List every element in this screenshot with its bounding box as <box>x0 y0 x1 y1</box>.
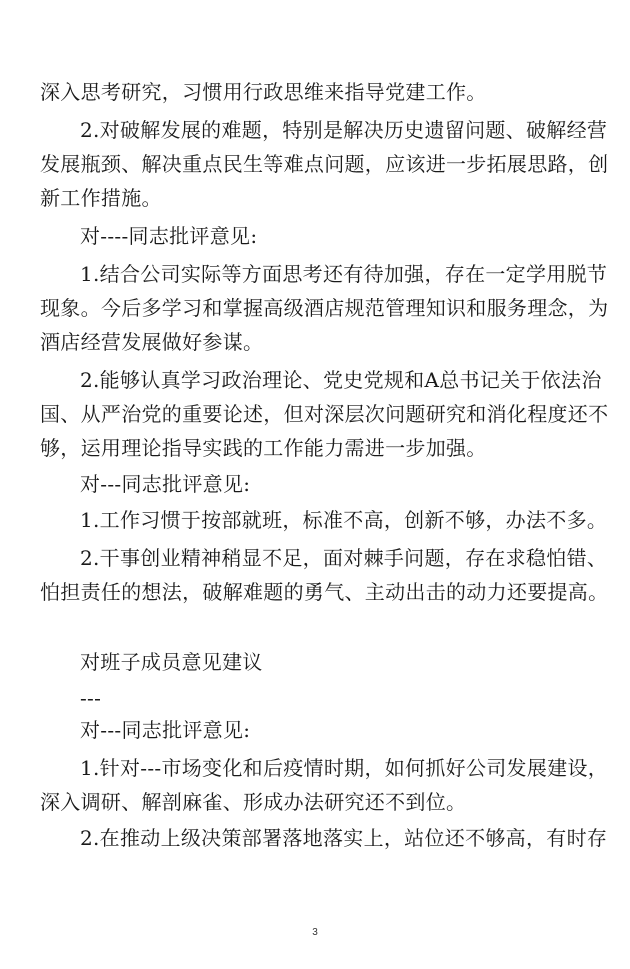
text-line: 深入思考研究，习惯用行政思维来指导党建工作。 <box>40 80 487 104</box>
text-line: 新工作措施。 <box>40 186 162 210</box>
text-line: 够，运用理论指导实践的工作能力需进一步加强。 <box>40 436 487 460</box>
text-line: 怕担责任的想法，破解难题的勇气、主动出击的动力还要提高。 <box>40 580 609 604</box>
text-line: 1.结合公司实际等方面思考还有待加强，存在一定学用脱节 <box>80 262 608 286</box>
text-line: 1.工作习惯于按部就班，标准不高，创新不够，办法不多。 <box>80 508 608 532</box>
page-number: 3 <box>312 927 318 938</box>
text-line: 酒店经营发展做好参谋。 <box>40 330 264 354</box>
section-heading: 对---同志批评意见: <box>80 472 251 496</box>
section-heading: 对---同志批评意见: <box>80 718 251 742</box>
text-line: 深入调研、解剖麻雀、形成办法研究还不到位。 <box>40 790 467 814</box>
text-line: 发展瓶颈、解决重点民生等难点问题，应该进一步拓展思路，创 <box>40 152 609 176</box>
text-line: 现象。今后多学习和掌握高级酒店规范管理知识和服务理念，为 <box>40 296 609 320</box>
section-heading: 对----同志批评意见: <box>80 224 258 248</box>
text-line: 2.干事创业精神稍显不足，面对棘手问题，存在求稳怕错、 <box>80 546 608 570</box>
text-line: 2.在推动上级决策部署落地落实上，站位还不够高，有时存 <box>80 826 608 850</box>
text-line: --- <box>80 686 102 710</box>
text-line: 1.针对---市场变化和后疫情时期，如何抓好公司发展建设， <box>80 756 609 780</box>
section-heading: 对班子成员意见建议 <box>80 650 263 674</box>
text-line: 2.对破解发展的难题，特别是解决历史遗留问题、破解经营 <box>80 118 608 142</box>
text-line: 2.能够认真学习政治理论、党史党规和A总书记关于依法治 <box>80 368 602 392</box>
text-line: 国、从严治党的重要论述，但对深层次问题研究和消化程度还不 <box>40 402 609 426</box>
